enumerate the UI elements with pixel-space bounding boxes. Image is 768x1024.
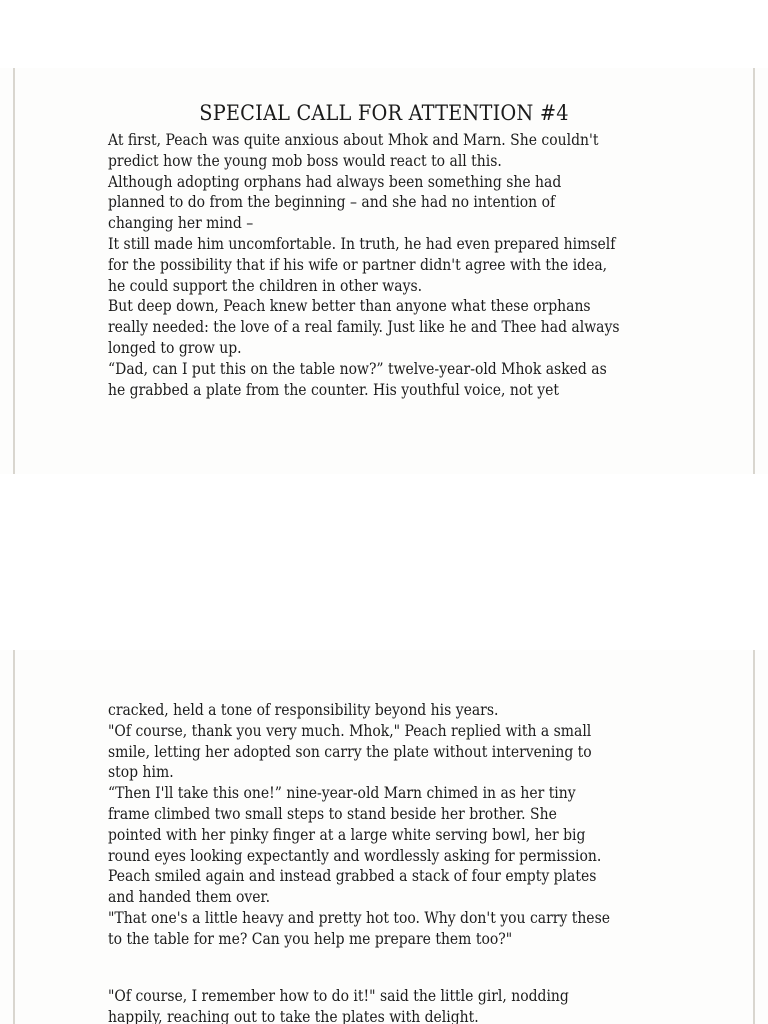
text-line: to the table for me? Can you help me prepare them too?" bbox=[108, 929, 513, 948]
page-2-body-continued bbox=[108, 986, 668, 1024]
text-line: At first, Peach was quite anxious about Mhok and Marn. She couldn't bbox=[108, 131, 599, 149]
text-line: stop him. bbox=[108, 763, 174, 782]
text-line: It still made him uncomfortable. In truth, he had even prepared himself bbox=[108, 234, 616, 253]
text-line: changing her mind – bbox=[108, 214, 254, 233]
text-line: Peach smiled again and instead grabbed a stack of four empty plates bbox=[108, 867, 597, 886]
text-line: frame climbed two small steps to stand beside her brother. She bbox=[108, 804, 557, 823]
text-line: and handed them over. bbox=[108, 888, 271, 907]
text-line: happily, reaching out to take the plates with delight. bbox=[108, 1007, 479, 1024]
text-line: But deep down, Peach knew better than anyone what these orphans bbox=[108, 297, 591, 316]
text-line: really needed: the love of a real family. Just like he and Thee had always bbox=[108, 318, 620, 337]
text-line: for the possibility that if his wife or partner didn't agree with the idea, bbox=[108, 255, 608, 274]
text-line: "That one's a little heavy and pretty hot too. Why don't you carry these bbox=[108, 908, 610, 927]
text-line: round eyes looking expectantly and wordlessly asking for permission. bbox=[108, 846, 602, 865]
text-line: planned to do from the beginning – and she had no intention of bbox=[108, 193, 556, 212]
page-2 bbox=[0, 650, 768, 1024]
text-line: “Dad, can I put this on the table now?” twelve-year-old Mhok asked as bbox=[108, 359, 607, 378]
text-line: pointed with her pinky finger at a large white serving bowl, her big bbox=[108, 825, 586, 844]
text-line: he grabbed a plate from the counter. His youthful voice, not yet bbox=[108, 380, 560, 399]
text-line: he could support the children in other ways. bbox=[108, 276, 423, 295]
page-1-body bbox=[108, 130, 668, 400]
text-line: predict how the young mob boss would react to all this. bbox=[108, 151, 502, 170]
text-line: smile, letting her adopted son carry the plate without intervening to bbox=[108, 742, 592, 761]
text-line: cracked, held a tone of responsibility beyond his years. bbox=[108, 701, 499, 719]
text-line: Although adopting orphans had always been something she had bbox=[108, 172, 562, 191]
text-line: "Of course, I remember how to do it!" said the little girl, nodding bbox=[108, 987, 569, 1005]
text-line: “Then I'll take this one!” nine-year-old Marn chimed in as her tiny bbox=[108, 784, 576, 803]
text-line: "Of course, thank you very much. Mhok," Peach replied with a small bbox=[108, 721, 592, 740]
page-1 bbox=[0, 68, 768, 474]
chapter-title: SPECIAL CALL FOR ATTENTION #4 bbox=[199, 101, 569, 125]
text-line: longed to grow up. bbox=[108, 338, 242, 357]
page-2-body bbox=[108, 700, 668, 950]
